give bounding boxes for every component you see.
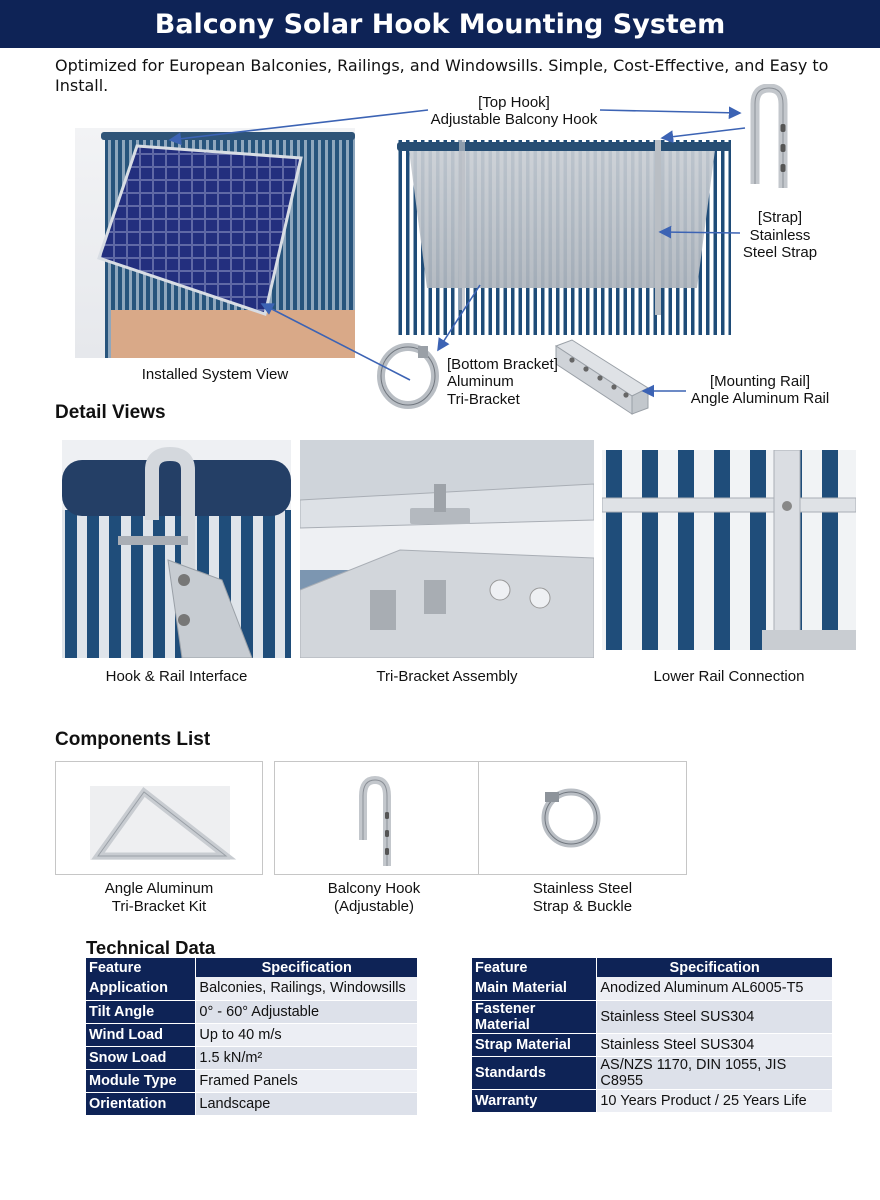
table-row <box>86 1023 418 1046</box>
component-3-line2: Strap & Buckle <box>532 898 633 915</box>
detail-caption-1: Hook & Rail Interface <box>105 668 248 685</box>
strap-label-2: Steel Strap <box>742 244 818 261</box>
spec-cell: Stainless Steel SUS304 <box>597 1000 833 1033</box>
table-row <box>472 977 833 1000</box>
feature-cell: Fastener Material <box>472 1000 597 1033</box>
header-specification: Specification <box>597 958 833 977</box>
component-2-line1: Balcony Hook <box>327 880 421 897</box>
component-1-line1: Angle Aluminum <box>104 880 214 897</box>
spec-cell: 1.5 kN/m² <box>196 1046 418 1069</box>
detail-views-title: Detail Views <box>55 402 166 423</box>
spec-table-left <box>86 958 418 1116</box>
table-row <box>472 1056 833 1089</box>
page-title: Balcony Solar Hook Mounting System <box>0 0 880 48</box>
feature-cell: Module Type <box>86 1069 196 1092</box>
spec-header-row <box>86 958 418 977</box>
spec-cell: Stainless Steel SUS304 <box>597 1033 833 1056</box>
table-row <box>86 1000 418 1023</box>
header-feature: Feature <box>472 958 597 977</box>
spec-table-right <box>472 958 833 1113</box>
feature-cell: Tilt Angle <box>86 1000 196 1023</box>
spec-cell: 10 Years Product / 25 Years Life <box>597 1089 833 1112</box>
feature-cell: Snow Load <box>86 1046 196 1069</box>
detail-caption-2: Tri-Bracket Assembly <box>376 668 518 685</box>
table-row <box>472 1000 833 1033</box>
feature-cell: Standards <box>472 1056 597 1089</box>
detail-lower-rail-image <box>602 450 856 650</box>
spec-cell: Framed Panels <box>196 1069 418 1092</box>
spec-cell: Anodized Aluminum AL6005-T5 <box>597 977 833 1000</box>
spec-header-row <box>472 958 833 977</box>
bottom-bracket-label-2: Tri-Bracket <box>447 391 520 408</box>
component-balcony-hook <box>274 761 479 875</box>
top-hook-label: Adjustable Balcony Hook <box>430 111 598 128</box>
mounting-rail-tag: [Mounting Rail] <box>709 373 811 390</box>
spec-cell: AS/NZS 1170, DIN 1055, JIS C8955 <box>597 1056 833 1089</box>
installed-caption: Installed System View <box>141 366 289 383</box>
component-tri-bracket <box>55 761 263 875</box>
detail-hook-rail-image <box>62 440 291 658</box>
intro-text: Optimized for European Balconies, Railings, and Windowsills. Simple, Cost-Effective, and Easy to Install. <box>55 56 829 95</box>
table-row <box>86 1046 418 1069</box>
table-row <box>472 1033 833 1056</box>
table-row <box>86 1069 418 1092</box>
feature-cell: Application <box>86 977 196 1000</box>
bottom-bracket-tag: [Bottom Bracket] <box>447 356 558 373</box>
components-title: Components List <box>55 729 211 750</box>
feature-cell: Orientation <box>86 1092 196 1115</box>
component-1-line2: Tri-Bracket Kit <box>111 898 207 915</box>
header-specification: Specification <box>196 958 418 977</box>
strap-label-1: Stainless <box>749 227 811 244</box>
mounting-rail-label: Angle Aluminum Rail <box>690 390 830 407</box>
bottom-bracket-label-1: Aluminum <box>447 373 514 390</box>
component-2-line2: (Adjustable) <box>333 898 415 915</box>
header-feature: Feature <box>86 958 196 977</box>
feature-cell: Strap Material <box>472 1033 597 1056</box>
spec-cell: 0° - 60° Adjustable <box>196 1000 418 1023</box>
component-strap-buckle <box>478 761 687 875</box>
spec-cell: Balconies, Railings, Windowsills <box>196 977 418 1000</box>
technical-data-title: Technical Data <box>86 937 216 958</box>
table-row <box>86 977 418 1000</box>
detail-tri-bracket-image <box>300 440 594 658</box>
spec-cell: Landscape <box>196 1092 418 1115</box>
strap-tag: [Strap] <box>757 209 803 226</box>
top-hook-tag: [Top Hook] <box>478 94 550 111</box>
feature-cell: Wind Load <box>86 1023 196 1046</box>
feature-cell: Warranty <box>472 1089 597 1112</box>
table-row <box>86 1092 418 1115</box>
spec-cell: Up to 40 m/s <box>196 1023 418 1046</box>
component-3-line1: Stainless Steel <box>532 880 633 897</box>
detail-caption-3: Lower Rail Connection <box>653 668 805 685</box>
feature-cell: Main Material <box>472 977 597 1000</box>
table-row <box>472 1089 833 1112</box>
